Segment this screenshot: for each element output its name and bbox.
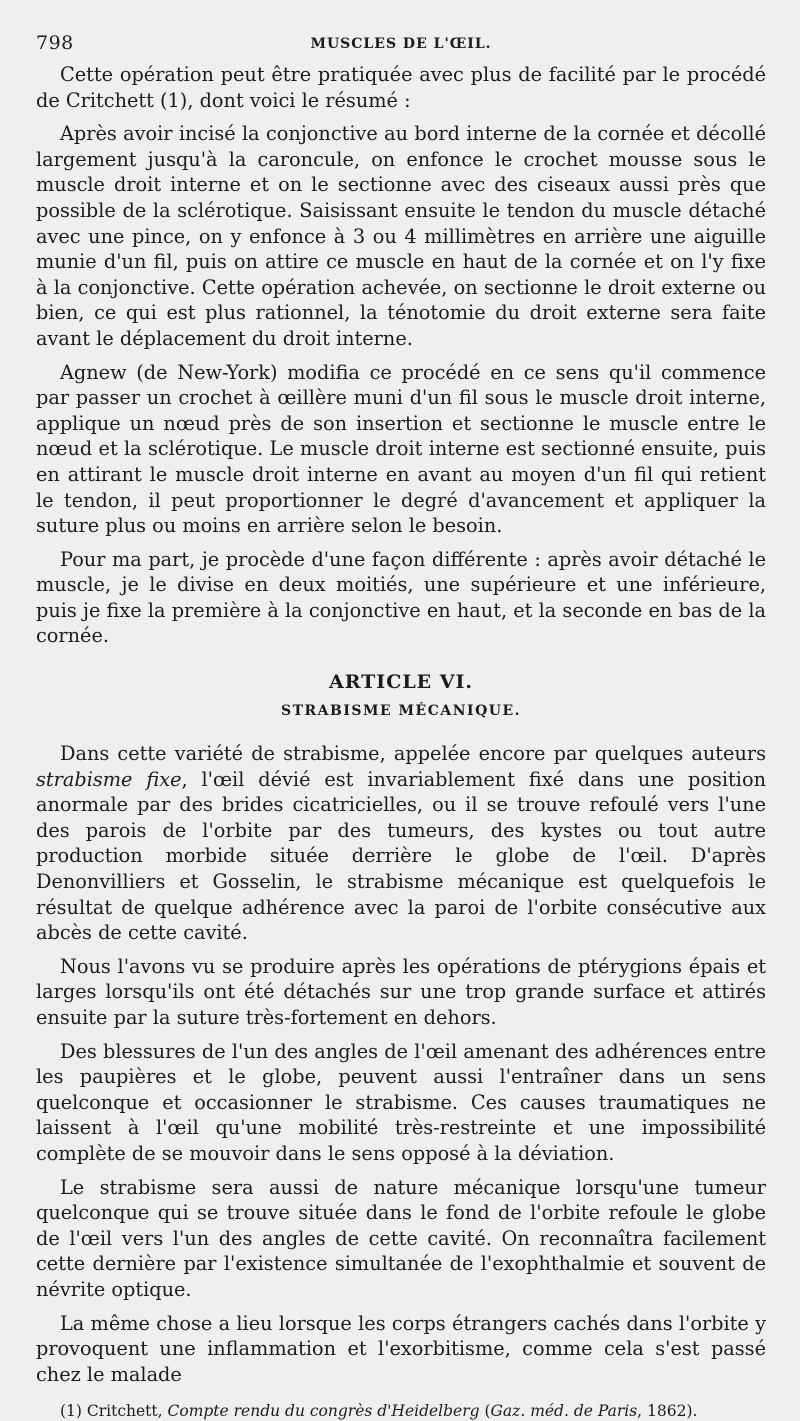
footnote bbox=[36, 1401, 766, 1421]
paragraph: Le strabisme sera aussi de nature mécanique lorsqu'une tumeur quelconque qui se trouve située dans le fond de l'orbite refoule le globe de l'œil vers l'un des angles de cette cavité. On reconnaîtra facilement cette dernière par l'existence simultanée de l'exophthalmie et souvent de névrite optique. bbox=[36, 1175, 766, 1301]
footnote-journal: Gaz. méd. de Paris bbox=[490, 1402, 638, 1421]
page-header bbox=[36, 30, 766, 62]
paragraph bbox=[36, 741, 766, 946]
text-span: Dans cette variété de strabisme, appelée encore par quelques auteurs bbox=[60, 742, 766, 766]
footnote-suffix: , 1862). bbox=[637, 1402, 698, 1421]
paragraph: Nous l'avons vu se produire après les opérations de ptérygions épais et larges lorsqu'ils ont été détachés sur une trop grande surface et attirés ensuite par la suture très-fortement en dehors. bbox=[36, 954, 766, 1029]
page-number: 798 bbox=[36, 32, 74, 54]
paragraph: Des blessures de l'un des angles de l'œil amenant des adhérences entre les paupières et le globe, peuvent aussi l'entraîner dans un sens quelconque et occasionner le strabisme. Ces causes traumatiques ne laissent à l'œil qu'une mobilité très-restreinte et une impossibilité complète de se mouvoir dans le sens opposé à la déviation. bbox=[36, 1039, 766, 1165]
running-title: MUSCLES DE L'ŒIL. bbox=[310, 36, 492, 52]
paragraph: La même chose a lieu lorsque les corps étrangers cachés dans l'orbite y provoquent une inflammation et l'exorbitisme, comme cela s'est passé chez le malade bbox=[36, 1311, 766, 1386]
paragraph: Cette opération peut être pratiquée avec plus de facilité par le procédé de Critchett (1), dont voici le résumé : bbox=[36, 63, 766, 112]
page-body bbox=[36, 62, 766, 1387]
article-title: ARTICLE VI. bbox=[328, 671, 474, 694]
paragraph: Après avoir incisé la conjonctive au bord interne de la cornée et décollé largement jusqu'à la caroncule, on enfonce le crochet mousse sous le muscle droit interne et on le sectionne avec des ciseaux aussi près que possible de la sclérotique. Saisissant ensuite le tendon du muscle détaché avec une pince, on y enfonce à 3 ou 4 millimètres en arrière une aiguille munie d'un fil, puis on attire ce muscle en haut de la cornée et on l'y fixe à la conjonctive. Cette opération achevée, on sectionne le droit externe ou bien, ce qui est plus rationnel, la ténotomie du droit externe sera faite avant le déplacement du droit interne. bbox=[36, 122, 766, 350]
article-subtitle: STRABISME MÉCANIQUE. bbox=[280, 703, 522, 720]
italic-term: strabisme fixe bbox=[36, 767, 182, 791]
paragraph: Pour ma part, je procède d'une façon différente : après avoir détaché le muscle, je le divise en deux moitiés, une supérieure et une inférieure, puis je fixe la première à la conjonctive en haut, et la seconde en bas de la cornée. bbox=[36, 547, 766, 648]
footnote-title: Compte rendu du congrès d'Heidelberg bbox=[167, 1402, 480, 1421]
footnote-middle: ( bbox=[479, 1402, 491, 1421]
paragraph: Agnew (de New-York) modifia ce procédé en ce sens qu'il commence par passer un crochet à œillère muni d'un fil sous le muscle droit interne, applique un nœud près de son insertion et sectionne le muscle entre le nœud et la sclérotique. Le muscle droit interne est sectionné ensuite, puis en attirant le muscle droit interne en avant au moyen d'un fil qui retient le tendon, il peut proportionner le degré d'avancement et appliquer la suture plus ou moins en arrière selon le besoin. bbox=[36, 360, 766, 538]
footnote-prefix: (1) Critchett, bbox=[60, 1402, 168, 1421]
text-span: , l'œil dévié est invariablement fixé dans une position anormale par des brides cicatricielles, ou il se trouve refoulé vers l'une des parois de l'orbite par des tumeurs, des kystes ou tout autre production morbide située derrière le globe de l'œil. D'après Denonvilliers et Gosselin, le strabisme mécanique est quelquefois le résultat de quelque adhérence avec la paroi de l'orbite consécutive aux abcès de cette cavité. bbox=[36, 767, 766, 945]
